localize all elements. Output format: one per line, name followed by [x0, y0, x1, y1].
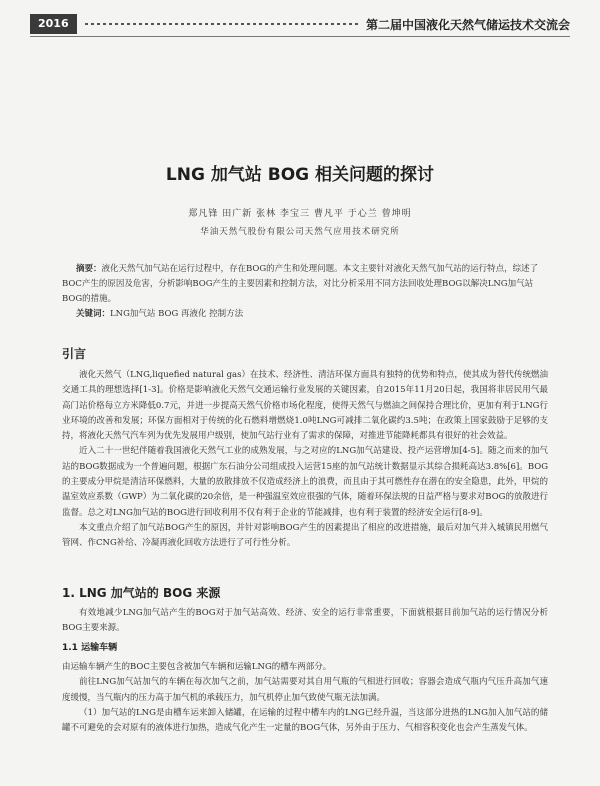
sub-paragraph-3: （1）加气站的LNG是由槽车运来卸入储罐，在运输的过程中槽车内的LNG已经升温，当这部分进热的LNG加入加气站的储罐不可避免的会对原有的液体进行加热，造成气化产生一定量的BOG气体，另外由于压力、气相容积变化也会产生蒸发气体。 — [62, 707, 548, 734]
sub-paragraph-1: 由运输车辆产生的BOC主要包含被加气车辆和运输LNG的槽车两部分。 — [62, 662, 332, 672]
abstract-text: 液化天然气加气站在运行过程中，存在BOG的产生和处理问题。本文主要针对液化天然气加气站的运行特点，综述了BOC产生的原因及危害，分析影响BOG产生的主要因素和控制方法，对比分析采用不同方法回收处理BOG以解决LNG加气站BOG的措施。 — [62, 264, 539, 304]
intro-paragraph-1: 液化天然气（LNG,liquefied natural gas）在技术、经济性、清洁环保方面具有独特的优势和特点，使其成为替代传统燃油交通工具的理想选择[1-3]。价格是影响液化天然气交通运输行业发展的关键因素，自2015年11月20日起，我国将非居民用气最高门站价格每立方米降低0.7元，并进一步提高天然气价格市场化程度，使得天然气与燃油之间保持合理比价，更加有利于LNG行业环境的改善和发展；环保方面相对于传统的化石燃料增燃烧1.0吨LNG可减排二氧化碳约3.5吨；在政策上国家鼓励于足够的支持，将液化天然气汽车列为优先发展用户级别，使加气站行业有了需求的保障，对推进节能降耗都具有很好的社会效益。 — [62, 370, 548, 442]
intro-paragraph-3: 本文重点介绍了加气站BOG产生的原因，并针对影响BOG产生的因素提出了相应的改进措施，最后对加气并入城镇民用燃气管网、作CNG补给、冷凝再液化回收方法进行了可行性分析。 — [62, 522, 548, 549]
intro-heading: 引言 — [62, 347, 87, 361]
intro-paragraph-2: 近入二十一世纪伴随着我国液化天然气工业的成熟发展，与之对应的LNG加气站建设、投产运营增加[4-5]。随之而来的加气站的BOG数据成为一个普遍问题，根据广东石油分公司组成投入运营15座的加气站统计数据显示其综合损耗高达3.8%[6]。BOG的主要成分甲烷是清洁环保燃料，大量的放散排放不仅造成经济上的浪费，而且由于其可燃性存在潜在的安全隐患，此外，甲烷的温室效应系数（GWP）为二氧化碳的20余倍，是一种强温室效应很强的气体，随着环保法规的日益严格与要求对BOG的放散进行监督。总之对LNG加气站的BOG进行回收利用不仅有利于企业的节能减排，也有利于装置的经济安全运行[8-9]。 — [62, 446, 548, 518]
header-divider — [30, 36, 570, 37]
year-badge: 2016 — [30, 14, 77, 34]
author-list: 郑凡锋 田广新 张林 李宝三 曹凡平 于心兰 曾坤明 — [188, 209, 412, 219]
section-1-intro — [62, 606, 548, 637]
keywords-label: 关键词： — [76, 309, 111, 319]
sub-paragraph-2: 前往LNG加气站加气的车辆在每次加气之前，加气站需要对其自用气瓶的气相进行回收；容器会造成气瓶内气压升高加气速度缓慢，当气瓶内的压力高于加气机的承载压力，加气机停止加气致使气瓶无法加满。 — [62, 677, 548, 703]
keywords-text: LNG加气站 BOG 再液化 控制方法 — [110, 309, 244, 319]
conference-name: 第二届中国液化天然气储运技术交流会 — [365, 17, 570, 32]
abstract-label: 摘要： — [76, 264, 102, 274]
subsection-1-1-heading: 1.1 运输车辆 — [62, 643, 118, 653]
running-header — [30, 14, 570, 34]
section-1-heading: 1. LNG 加气站的 BOG 来源 — [62, 586, 221, 600]
intro-body — [62, 368, 548, 552]
affiliation: 华油天然气股份有限公司天然气应用技术研究所 — [200, 227, 400, 237]
abstract — [62, 262, 542, 307]
keywords — [62, 307, 542, 322]
abstract-block — [62, 262, 542, 322]
section-1-intro-text: 有效地减少LNG加气站产生的BOG对于加气站高效、经济、安全的运行非常重要，下面就根据目前加气站的运行情况分析BOG主要来源。 — [62, 608, 548, 634]
paper-title: LNG 加气站 BOG 相关问题的探讨 — [165, 165, 435, 185]
subsection-1-1-body — [62, 660, 548, 736]
header-dotted-rule — [85, 23, 358, 25]
